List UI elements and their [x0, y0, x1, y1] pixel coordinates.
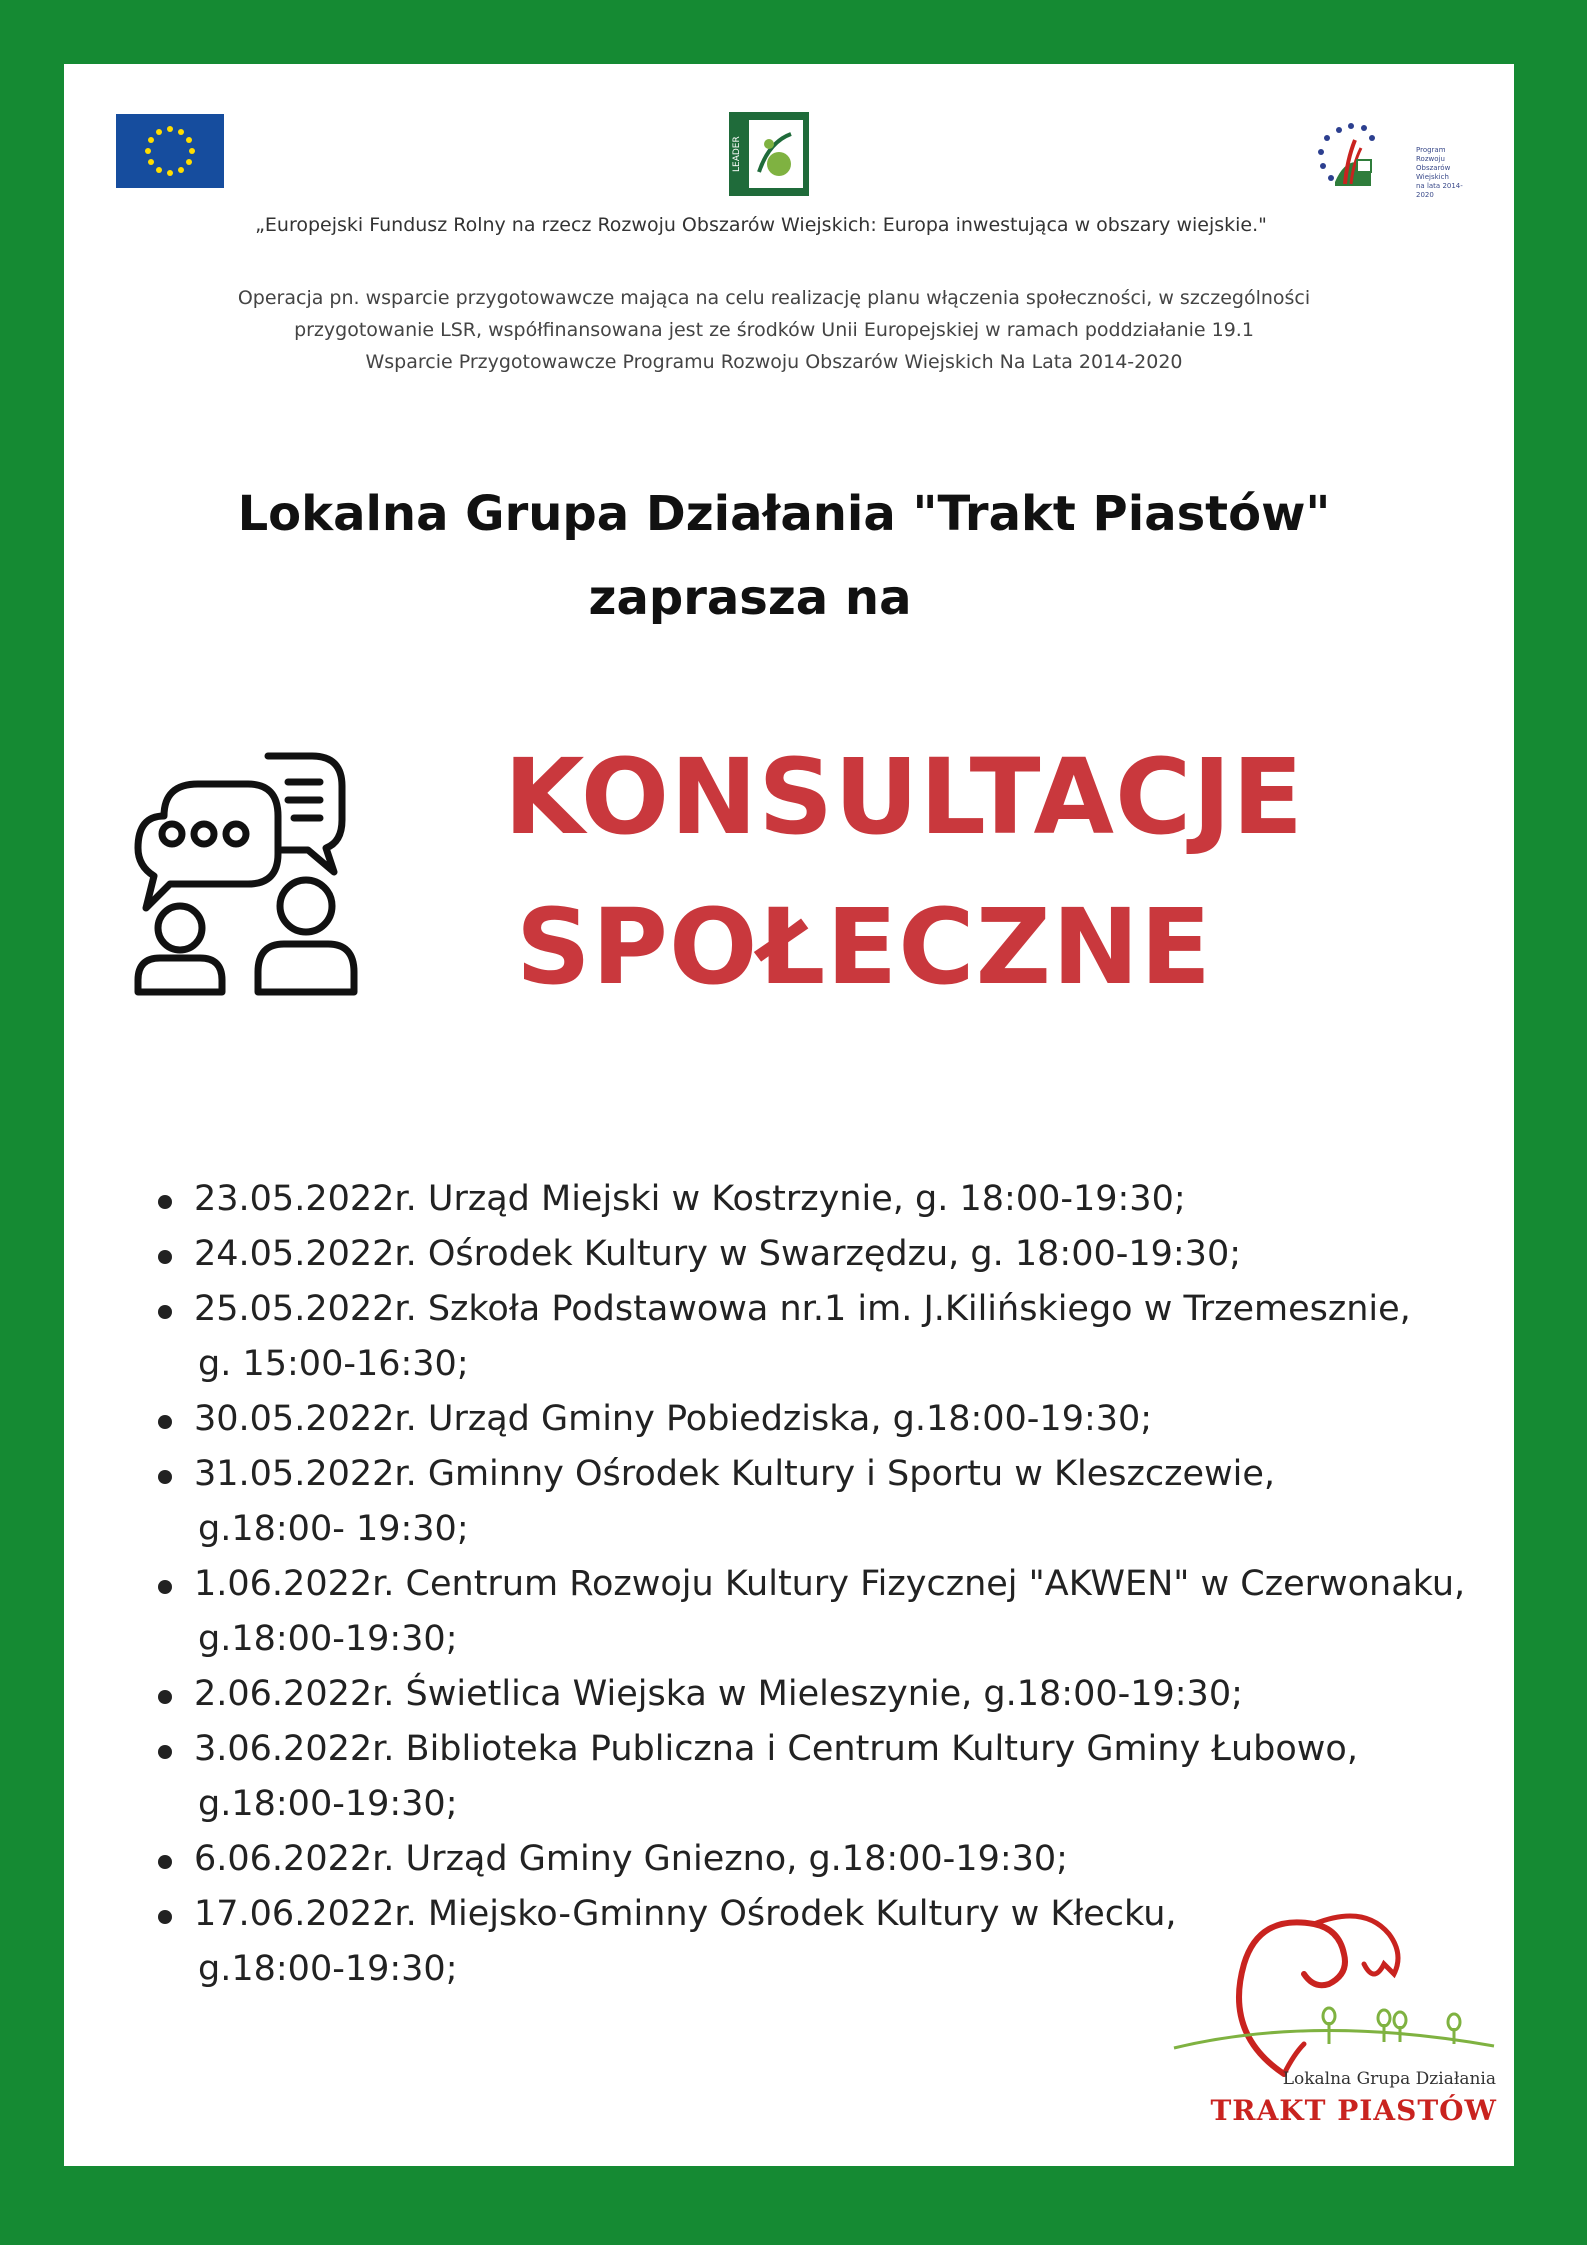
event-text: 25.05.2022r. Szkoła Podstawowa nr.1 im. J.Kilińskiego w Trzemesznie, — [194, 1289, 1411, 1329]
list-item — [194, 1172, 1574, 1227]
events-list — [134, 1172, 1574, 1997]
list-item — [194, 1667, 1574, 1722]
event-text: 1.06.2022r. Centrum Rozwoju Kultury Fizycznej "AKWEN" w Czerwonaku, — [194, 1564, 1466, 1604]
lgd-subtitle: Lokalna Grupa Działania — [1282, 2069, 1496, 2089]
fund-line: „Europejski Fundusz Rolny na rzecz Rozwoju Obszarów Wiejskich: Europa inwestująca w obszary wiejskie." — [255, 214, 1267, 236]
list-item — [194, 1722, 1574, 1832]
list-item — [194, 1282, 1574, 1392]
event-text: 17.06.2022r. Miejsko-Gminny Ośrodek Kultury w Kłecku, — [194, 1894, 1177, 1934]
leader-logo-icon — [729, 112, 809, 196]
poster-page — [64, 64, 1514, 2166]
event-text: 2.06.2022r. Świetlica Wiejska w Mieleszynie, g.18:00-19:30; — [194, 1674, 1243, 1714]
list-item — [194, 1392, 1574, 1447]
main-title — [314, 722, 1494, 1022]
event-time: g.18:00-19:30; — [198, 1949, 458, 1989]
operation-text — [154, 282, 1394, 378]
list-item — [194, 1447, 1574, 1557]
leader-label: LEADER — [732, 136, 742, 172]
title-line-2: SPOŁECZNE — [515, 886, 1213, 1008]
list-item — [194, 1832, 1574, 1887]
event-text: 24.05.2022r. Ośrodek Kultury w Swarzędzu, g. 18:00-19:30; — [194, 1234, 1242, 1274]
invite-line-1: Lokalna Grupa Działania "Trakt Piastów" — [237, 486, 1331, 542]
prow-text-line: Obszarów — [1416, 164, 1451, 172]
event-text: 6.06.2022r. Urząd Gminy Gniezno, g.18:00-19:30; — [194, 1839, 1068, 1879]
event-time: g.18:00-19:30; — [198, 1784, 458, 1824]
list-item — [194, 1227, 1574, 1282]
event-time: g. 15:00-16:30; — [198, 1344, 469, 1384]
operation-line: Wsparcie Przygotowawcze Programu Rozwoju Obszarów Wiejskich Na Lata 2014-2020 — [365, 351, 1183, 373]
prow-text-line: Rozwoju — [1416, 155, 1445, 163]
event-text: 30.05.2022r. Urząd Gminy Pobiedziska, g.18:00-19:30; — [194, 1399, 1153, 1439]
eu-flag-icon — [116, 114, 224, 188]
operation-line: przygotowanie LSR, współfinansowana jest ze środków Unii Europejskiej w ramach poddziałanie 19.1 — [294, 319, 1254, 341]
title-line-1: KONSULTACJE — [503, 736, 1305, 858]
event-text: 31.05.2022r. Gminny Ośrodek Kultury i Sportu w Kleszczewie, — [194, 1454, 1276, 1494]
event-time: g.18:00- 19:30; — [198, 1509, 469, 1549]
event-time: g.18:00-19:30; — [198, 1619, 458, 1659]
list-item — [194, 1557, 1574, 1667]
invite-heading — [84, 472, 1484, 640]
prow-text-line: na lata 2014-2020 — [1416, 182, 1463, 199]
operation-line: Operacja pn. wsparcie przygotowawcze mająca na celu realizację planu włączenia społeczności, w szczególności — [237, 287, 1311, 309]
prow-text-line: Program — [1416, 146, 1446, 154]
prow-text-line: Wiejskich — [1416, 173, 1449, 181]
prow-logo-text — [1416, 146, 1476, 200]
lgd-name: TRAKT PIASTÓW — [1210, 2094, 1497, 2127]
event-text: 23.05.2022r. Urząd Miejski w Kostrzynie, g. 18:00-19:30; — [194, 1179, 1186, 1219]
invite-line-2: zaprasza na — [588, 570, 912, 626]
event-text: 3.06.2022r. Biblioteka Publiczna i Centrum Kultury Gminy Łubowo, — [194, 1729, 1358, 1769]
